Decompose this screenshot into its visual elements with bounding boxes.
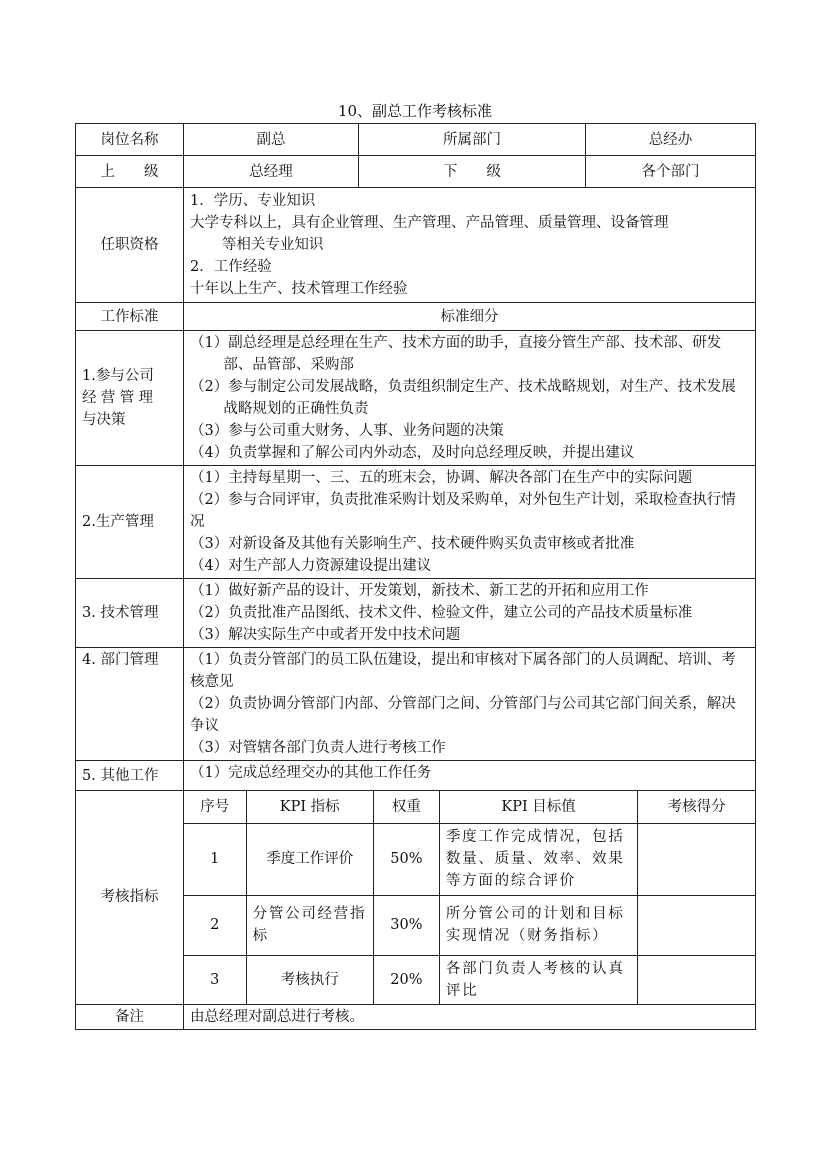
section-items bbox=[184, 761, 756, 791]
qualification-label: 任职资格 bbox=[76, 188, 184, 303]
kpi-table bbox=[184, 791, 755, 1004]
section-items bbox=[184, 579, 756, 648]
section-item: （2）负责协调分管部门内部、分管部门之间、分管部门与公司其它部门间关系，解决争议 bbox=[190, 696, 736, 734]
kpi-weight: 20% bbox=[373, 955, 439, 1004]
section-items bbox=[184, 466, 756, 579]
section-item: （1）副总经理是总经理在生产、技术方面的助手，直接分管生产部、技术部、研发部、品管部、采购部 bbox=[190, 335, 722, 373]
section-label: 4. 部门管理 bbox=[76, 648, 184, 761]
remark-text: 由总经理对副总进行考核。 bbox=[184, 1004, 756, 1029]
page-title: 10、副总工作考核标准 bbox=[337, 102, 493, 120]
section-item: （1）主持每星期一、三、五的班末会，协调、解决各部门在生产中的实际问题 bbox=[190, 470, 693, 486]
kpi-cell bbox=[184, 791, 756, 1005]
section-item: （2）参与制定公司发展战略，负责组织制定生产、技术战略规划，对生产、技术发展战略规划的正确性负责 bbox=[190, 379, 736, 417]
department-value: 总经办 bbox=[586, 124, 756, 156]
kpi-seq: 3 bbox=[184, 955, 246, 1004]
section-item: （3）对管辖各部门负责人进行考核工作 bbox=[190, 740, 446, 756]
kpi-table-row bbox=[184, 823, 755, 895]
evaluation-table bbox=[75, 123, 756, 1030]
qualification-line: 十年以上生产、技术管理工作经验 bbox=[190, 281, 408, 297]
kpi-row bbox=[76, 791, 756, 1005]
section-item: （3）解决实际生产中或者开发中技术问题 bbox=[190, 627, 461, 643]
section-item: （2）负责批准产品图纸、技术文件、检验文件，建立公司的产品技术质量标准 bbox=[190, 605, 693, 621]
position-name-value: 副总 bbox=[184, 124, 359, 156]
subordinate-value: 各个部门 bbox=[586, 156, 756, 188]
kpi-table-row bbox=[184, 955, 755, 1004]
section-label: 3. 技术管理 bbox=[76, 579, 184, 648]
section-row bbox=[76, 761, 756, 791]
section-item: （4）负责掌握和了解公司内外动态，及时向总经理反映，并提出建议 bbox=[190, 445, 635, 461]
section-item: （1）负责分管部门的员工队伍建设，提出和审核对下属各部门的人员调配、培训、考核意见 bbox=[190, 652, 736, 690]
section-label-line: 与决策 bbox=[82, 412, 126, 428]
kpi-target: 所分管公司的计划和目标实现情况（财务指标） bbox=[439, 895, 637, 955]
kpi-seq: 1 bbox=[184, 823, 246, 895]
position-name-label: 岗位名称 bbox=[76, 124, 184, 156]
section-item: （3）参与公司重大财务、人事、业务问题的决策 bbox=[190, 423, 504, 439]
kpi-score bbox=[638, 823, 755, 895]
section-items bbox=[184, 331, 756, 466]
kpi-target: 各部门负责人考核的认真评比 bbox=[439, 955, 637, 1004]
section-row bbox=[76, 331, 756, 466]
kpi-weight: 30% bbox=[373, 895, 439, 955]
department-label: 所属部门 bbox=[359, 124, 586, 156]
qualification-row bbox=[76, 188, 756, 303]
kpi-indicator: 分管公司经营指标 bbox=[246, 895, 373, 955]
kpi-indicator: 考核执行 bbox=[246, 955, 373, 1004]
qualification-line: 等相关专业知识 bbox=[221, 237, 324, 253]
kpi-seq: 2 bbox=[184, 895, 246, 955]
section-row bbox=[76, 648, 756, 761]
section-label-line: 1.参与公司 bbox=[82, 368, 154, 384]
kpi-header-cell: 序号 bbox=[184, 791, 246, 823]
kpi-indicator: 季度工作评价 bbox=[246, 823, 373, 895]
kpi-target: 季度工作完成情况，包括数量、质量、效率、效果等方面的综合评价 bbox=[439, 823, 637, 895]
kpi-score bbox=[638, 955, 755, 1004]
section-item: （1）完成总经理交办的其他工作任务 bbox=[190, 765, 432, 781]
kpi-header-cell: 考核得分 bbox=[638, 791, 755, 823]
qualification-content bbox=[184, 188, 756, 303]
qualification-line: 1．学历、专业知识 bbox=[190, 193, 316, 209]
remark-label: 备注 bbox=[76, 1004, 184, 1029]
section-item: （3）对新设备及其他有关影响生产、技术硬件购买负责审核或者批准 bbox=[190, 536, 635, 552]
standard-detail-label: 标准细分 bbox=[184, 303, 756, 331]
remark-row bbox=[76, 1004, 756, 1029]
qualification-line: 大学专科以上，具有企业管理、生产管理、产品管理、质量管理、设备管理 bbox=[190, 215, 669, 231]
kpi-header-cell: 权重 bbox=[373, 791, 439, 823]
section-label bbox=[76, 331, 184, 466]
subordinate-label: 下 级 bbox=[359, 156, 586, 188]
section-item: （4）对生产部人力资源建设提出建议 bbox=[190, 558, 432, 574]
header-row bbox=[76, 156, 756, 188]
superior-value: 总经理 bbox=[184, 156, 359, 188]
qualification-line: 2．工作经验 bbox=[190, 259, 272, 275]
kpi-header-row bbox=[184, 791, 755, 823]
section-row bbox=[76, 466, 756, 579]
standard-header-row bbox=[76, 303, 756, 331]
section-label: 5. 其他工作 bbox=[76, 761, 184, 791]
superior-label: 上 级 bbox=[76, 156, 184, 188]
section-item: （2）参与合同评审，负责批准采购计划及采购单，对外包生产计划，采取检查执行情况 bbox=[190, 492, 736, 530]
header-row bbox=[76, 124, 756, 156]
section-label-line: 经营管理 bbox=[82, 390, 158, 406]
kpi-label: 考核指标 bbox=[76, 791, 184, 1005]
kpi-weight: 50% bbox=[373, 823, 439, 895]
kpi-header-cell: KPI 指标 bbox=[246, 791, 373, 823]
section-items bbox=[184, 648, 756, 761]
kpi-header-cell: KPI 目标值 bbox=[439, 791, 637, 823]
kpi-score bbox=[638, 895, 755, 955]
section-item: （1）做好新产品的设计、开发策划，新技术、新工艺的开拓和应用工作 bbox=[190, 583, 649, 599]
section-row bbox=[76, 579, 756, 648]
section-label: 2.生产管理 bbox=[76, 466, 184, 579]
kpi-table-row bbox=[184, 895, 755, 955]
standard-label: 工作标准 bbox=[76, 303, 184, 331]
